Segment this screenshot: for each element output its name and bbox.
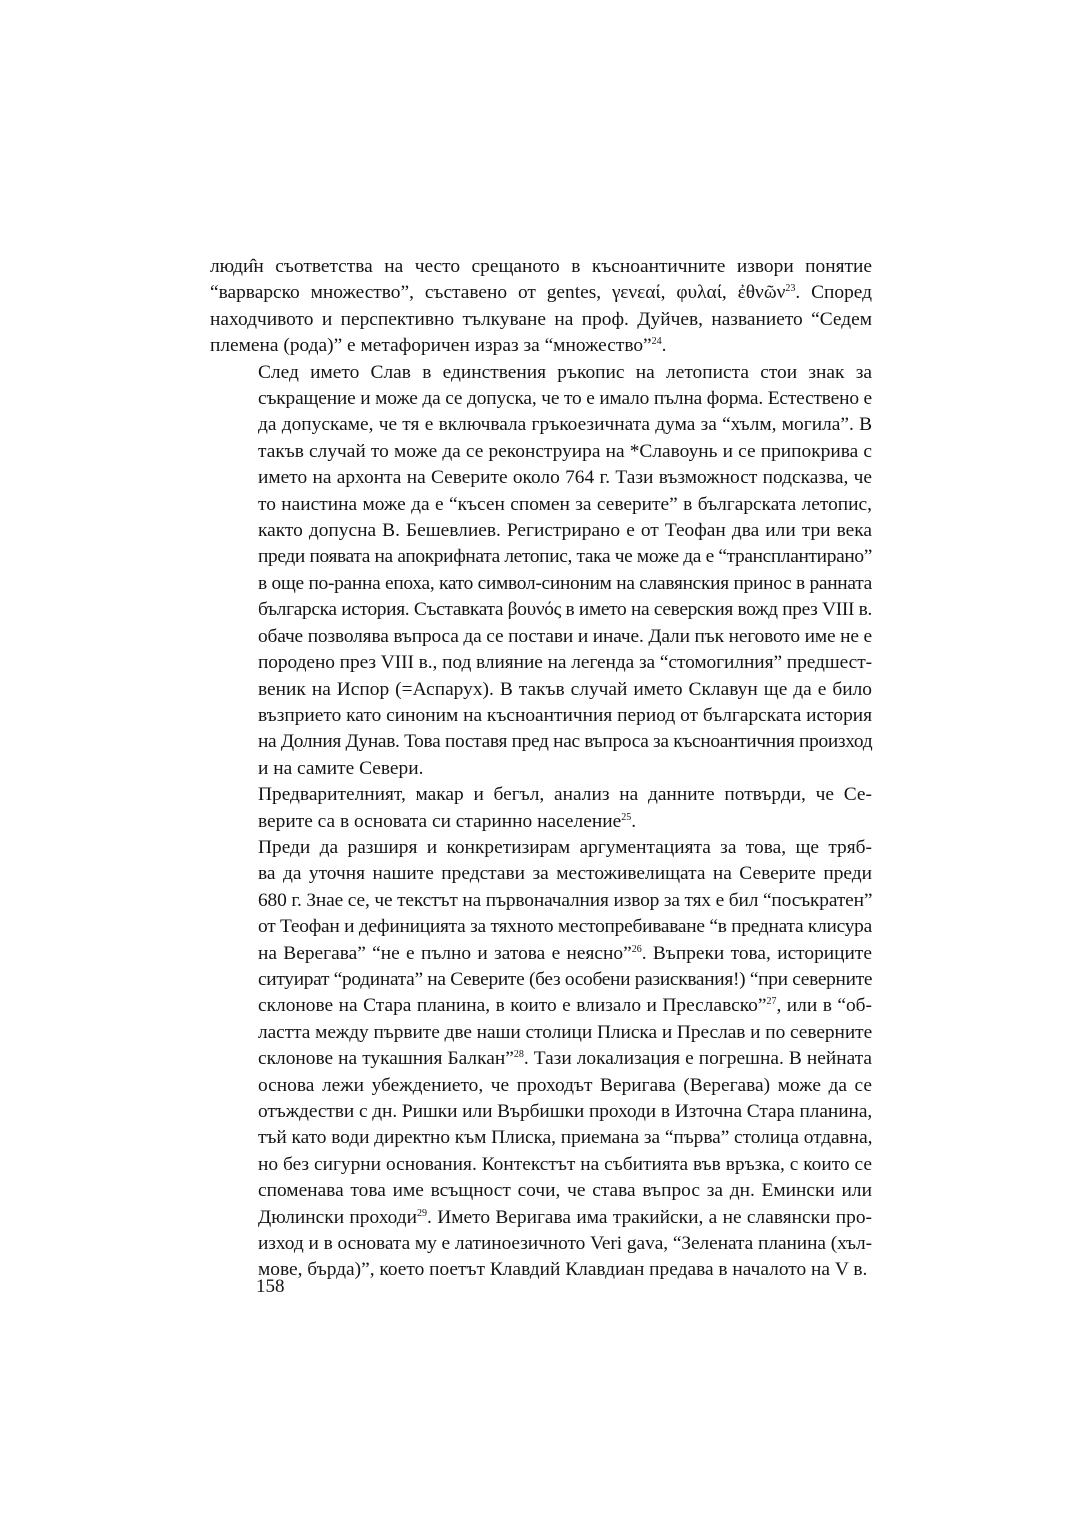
- text-run: .: [631, 810, 637, 832]
- paragraph: [210, 782, 872, 835]
- text-line: [210, 1125, 872, 1151]
- text-run: .: [661, 335, 667, 357]
- text-run: племена (рода)” е метафоричен израз за “множество”: [210, 335, 652, 357]
- text-line: [210, 1257, 872, 1283]
- text-run: на Верегава” “не е пълно и затова е неясно”: [258, 942, 632, 964]
- footnote-marker: 25: [621, 811, 632, 823]
- footnote-marker: 24: [651, 336, 662, 348]
- text-line: [210, 650, 872, 676]
- text-run: склонове на тукашния Балкан”: [258, 1048, 514, 1070]
- text-run: преди появата на апокрифната летопис, така че може да е “трансплантирано”: [258, 546, 872, 568]
- text-run: то наистина може да е “късен спомен за северите” в българската летопис,: [258, 493, 872, 515]
- body-text: [210, 254, 872, 1284]
- text-line: [210, 888, 872, 914]
- text-run: ва да уточня нашите представи за местоживелищата на Северите преди: [258, 863, 872, 885]
- text-run: отъждестви с дн. Ришки или Върбишки проходи в Източна Стара планина,: [258, 1101, 873, 1122]
- text-line: [210, 1178, 872, 1204]
- text-run: българска история. Съставката βουνός в името на северския вожд през VIII в.: [258, 599, 872, 621]
- text-run: името на архонта на Северите около 764 г. Тази възможност подсказва, че: [258, 467, 872, 489]
- text-line: [210, 677, 872, 703]
- text-run: тъй като води директно към Плиска, приемана за “първа” столица отдавна,: [258, 1127, 873, 1149]
- text-run: Дюлински проходи: [258, 1206, 418, 1228]
- text-run: находчивото и перспективно тълкуване на проф. Дуйчев, названието “Седем: [210, 308, 872, 330]
- text-line: [210, 360, 872, 386]
- text-line: [210, 254, 872, 280]
- paragraph: [210, 835, 872, 1284]
- text-line: [210, 914, 872, 940]
- text-run: . Въпреки това, историците: [641, 942, 872, 964]
- text-run: веник на Испор (=Аспарух). В такъв случай името Склавун ще да е било: [258, 678, 872, 700]
- text-line: [210, 544, 872, 570]
- text-run: След името Слав в единствения ръкопис на летописта стои знак за: [258, 361, 872, 383]
- text-line: [210, 624, 872, 650]
- text-line: [210, 597, 872, 623]
- text-line: [210, 492, 872, 518]
- text-run: споменава това име всъщност сочи, че става въпрос за дн. Емински или: [258, 1180, 872, 1202]
- paragraph: [210, 254, 872, 360]
- text-line: [210, 729, 872, 755]
- footnote-marker: 28: [513, 1049, 524, 1061]
- text-run: основа лежи убеждението, че проходът Веригава (Верегава) може да се: [258, 1074, 872, 1096]
- text-run: на Долния Дунав. Това поставя пред нас въпроса за късноантичния произход: [258, 731, 873, 753]
- text-run: верите са в основата си старинно население: [258, 810, 622, 832]
- text-line: [210, 941, 872, 967]
- text-line: [210, 756, 872, 782]
- text-run: и на самите Севери.: [258, 757, 424, 779]
- text-line: [210, 1073, 872, 1099]
- text-line: [210, 861, 872, 887]
- text-run: както допусна В. Бешевлиев. Регистрирано е от Теофан два или три века: [258, 520, 872, 542]
- footnote-marker: 26: [631, 943, 642, 955]
- text-line: [210, 518, 872, 544]
- text-line: [210, 1020, 872, 1046]
- text-run: в още по-ранна епоха, като символ-синоним на славянския принос в ранната: [258, 572, 872, 594]
- text-line: [210, 571, 872, 597]
- footnote-marker: 27: [766, 996, 777, 1008]
- page-number: 158: [256, 1276, 285, 1297]
- text-run: склонове на Стара планина, в които е влизало и Преславско”: [258, 995, 767, 1017]
- text-line: [210, 386, 872, 412]
- text-line: [210, 307, 872, 333]
- text-line: [210, 412, 872, 438]
- text-line: [210, 782, 872, 808]
- text-line: [210, 333, 872, 359]
- text-run: . Според: [795, 282, 872, 304]
- text-line: [210, 1099, 872, 1125]
- footnote-marker: 23: [785, 283, 796, 295]
- text-run: , или в “об-: [776, 995, 872, 1017]
- text-run: породено през VIII в., под влияние на легенда за “стомогилния” предшест-: [258, 652, 872, 674]
- text-line: [210, 465, 872, 491]
- text-line: [210, 1205, 872, 1231]
- footnote-marker: 29: [417, 1207, 428, 1219]
- text-run: такъв случай то може да се реконструира на *Славоунь и се припокрива с: [258, 440, 872, 462]
- text-line: [210, 1152, 872, 1178]
- text-run: обаче позволява въпроса да се постави и иначе. Дали пък неговото име не е: [258, 625, 872, 647]
- text-run: 680 г. Знае се, че текстът на първоначалния извор за тях е бил “посъкратен”: [258, 889, 873, 911]
- text-run: изход и в основата му е латиноезичното Veri gava, “Зелената планина (хъл-: [258, 1233, 872, 1255]
- text-run: съкращение и може да се допуска, че то е имало пълна форма. Естествено е: [258, 388, 872, 410]
- text-run: Предварителният, макар и бегъл, анализ на данните потвърди, че Се-: [258, 784, 872, 806]
- text-run: но без сигурни основания. Контекстът на събитията във връзка, с които се: [258, 1153, 872, 1175]
- text-line: [210, 993, 872, 1019]
- text-run: . Името Веригава има тракийски, а не славянски про-: [427, 1206, 872, 1228]
- text-line: [210, 280, 872, 306]
- text-run: Преди да разширя и конкретизирам аргументацията за това, ще тряб-: [258, 836, 872, 858]
- paragraph: [210, 360, 872, 783]
- text-run: “варварско множество”, съставено от gentes, γενεαί, φυλαί, ἐθνῶν: [210, 282, 786, 304]
- text-run: ластта между първите две наши столици Плиска и Преслав и по северните: [258, 1021, 873, 1043]
- text-line: [210, 439, 872, 465]
- text-line: [210, 1046, 872, 1072]
- text-run: да допускаме, че тя е включвала гръкоезичната дума за “хълм, могила”. В: [258, 414, 872, 436]
- text-run: . Тази локализация е погрешна. В нейната: [523, 1048, 873, 1070]
- text-run: от Теофан и дефиницията за тяхното местопребиваване “в предната клисура: [258, 916, 872, 938]
- text-run: ситуират “родината” на Северите (без особени разисквания!) “при северните: [258, 968, 873, 990]
- text-line: [210, 835, 872, 861]
- text-line: [210, 809, 872, 835]
- text-run: мове, бърда)”, което поетът Клавдий Клавдиан предава в началото на V в.: [258, 1259, 868, 1281]
- text-line: [210, 703, 872, 729]
- text-run: възприето като синоним на късноантичния период от българската история: [258, 704, 873, 726]
- text-line: [210, 1231, 872, 1257]
- text-run: люди̂н съответства на често срещаното в късноантичните извори понятие: [210, 256, 872, 277]
- text-line: [210, 967, 872, 993]
